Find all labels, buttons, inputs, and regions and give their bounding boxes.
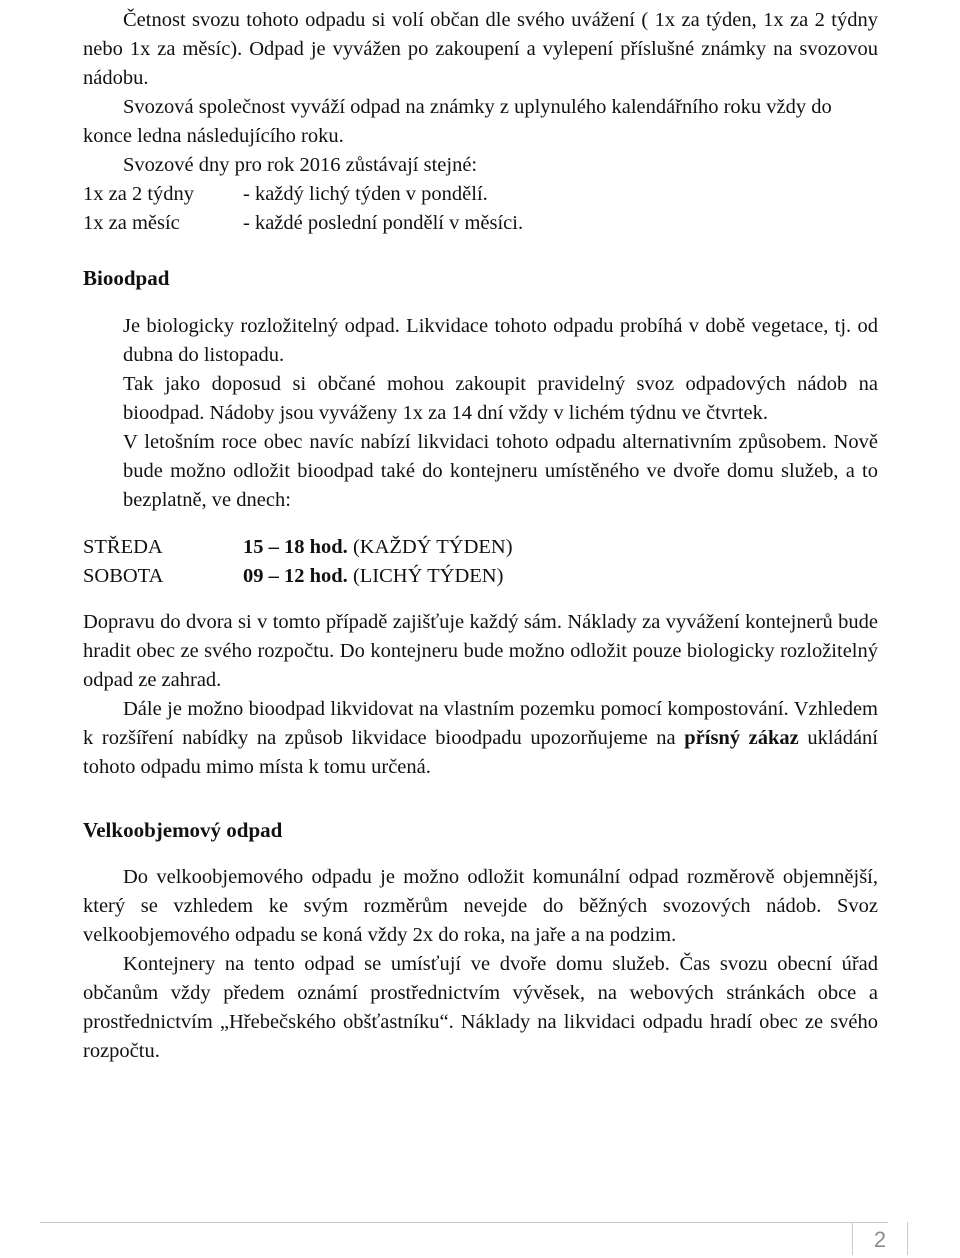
bio-container-paragraph: V letošním roce obec navíc nabízí likvidaci tohoto odpadu alternativním způsobem. Nově bude možno odložit bioodpad také do kontejneru umístěného ve dvoře domu služeb, a to bezplatně, ve dnech:	[123, 431, 878, 511]
footer-divider	[40, 1222, 888, 1223]
collection-frequency: 1x za měsíc	[83, 212, 180, 234]
page-footer	[0, 1222, 960, 1255]
collection-day: - každý lichý týden v pondělí.	[243, 183, 488, 205]
bio-bins-paragraph: Tak jako doposud si občané mohou zakoupit pravidelný svoz odpadových nádob na bioodpad. Nádoby jsou vyváženy 1x za 14 dní vždy v lichém týdnu ve čtvrtek.	[123, 373, 878, 424]
composting-text-end: ukládání tohoto odpadu mimo místa k tomu určená.	[83, 727, 878, 778]
frequency-paragraph: Četnost svozu tohoto odpadu si volí občan dle svého uvážení ( 1x za týden, 1x za 2 týdny nebo 1x za měsíc). Odpad je vyvážen po zakoupení a vylepení příslušné známky na svozovou nádobu.	[83, 9, 878, 89]
transport-paragraph: Dopravu do dvora si v tomto případě zajišťuje každý sám. Náklady za vyvážení kontejnerů bude hradit obec ze svého rozpočtu. Do kontejneru bude možno odložit pouze biologicky rozložitelný odpad ze zahrad.	[83, 611, 878, 691]
velkoobjemovy-heading: Velkoobjemový odpad	[83, 818, 283, 842]
collection-day: - každé poslední pondělí v měsíci.	[243, 212, 524, 234]
bio-definition-paragraph: Je biologicky rozložitelný odpad. Likvidace tohoto odpadu probíhá v době vegetace, tj. od dubna do listopadu.	[123, 315, 878, 366]
bioodpad-heading: Bioodpad	[83, 266, 170, 290]
bulky-containers-paragraph: Kontejnery na tento odpad se umísťují ve dvoře domu služeb. Čas svozu obecní úřad občanům vždy předem oznámí prostřednictvím vývěsek, na webových stránkách obce a prostřednictvím „Hřebečského obšťastníku“. Náklady na likvidaci odpadu hradí obec ze svého rozpočtu.	[83, 953, 878, 1062]
composting-text: Dále je možno bioodpad likvidovat na vlastním pozemku pomocí kompostování. Vzhledem k rozšíření nabídky na způsob likvidace bioodpadu upozorňujeme na	[83, 698, 878, 749]
collection-day-row	[83, 180, 878, 209]
deadline-paragraph: Svozová společnost vyváží odpad na známky z uplynulého kalendářního roku vždy do konce ledna následujícího roku.	[83, 96, 832, 147]
document-page	[83, 2, 878, 1066]
schedule-day: STŘEDA	[83, 536, 163, 558]
schedule-row	[83, 533, 878, 562]
collection-days-intro: Svozové dny pro rok 2016 zůstávají stejné:	[123, 154, 478, 176]
container-schedule	[83, 533, 878, 591]
collection-day-row	[83, 209, 878, 238]
schedule-hours: 09 – 12 hod.	[243, 565, 348, 587]
collection-frequency: 1x za 2 týdny	[83, 183, 195, 205]
schedule-row	[83, 562, 878, 591]
schedule-hours: 15 – 18 hod.	[243, 536, 348, 558]
schedule-day: SOBOTA	[83, 565, 164, 587]
page-number: 2	[852, 1222, 908, 1255]
bulky-definition-paragraph: Do velkoobjemového odpadu je možno odložit komunální odpad rozměrově objemnější, který se vzhledem ke svým rozměrům nevejde do běžných svozových nádob. Svoz velkoobjemového odpadu se koná vždy 2x do roka, na jaře a na podzim.	[83, 866, 878, 946]
composting-paragraph	[83, 695, 878, 782]
schedule-note: (LICHÝ TÝDEN)	[347, 565, 504, 587]
schedule-note: (KAŽDÝ TÝDEN)	[347, 536, 513, 558]
strict-ban-text: přísný zákaz	[684, 727, 799, 749]
